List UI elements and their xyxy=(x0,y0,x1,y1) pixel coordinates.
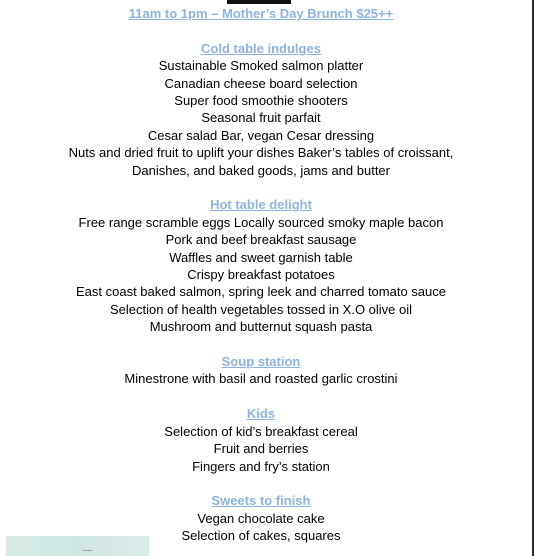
section-heading-cold-table: Cold table indulges xyxy=(201,40,321,56)
section-kids xyxy=(0,405,522,475)
section-heading-soup-station: Soup station xyxy=(221,354,301,370)
menu-item: Seasonal fruit parfait xyxy=(201,110,321,126)
menu-item: Cesar salad Bar, vegan Cesar dressing xyxy=(147,127,375,143)
menu-item: Super food smoothie shooters xyxy=(174,93,348,109)
section-heading-hot-table: Hot table delight xyxy=(210,197,312,213)
section-cold-table xyxy=(0,40,522,179)
section-heading-sweets: Sweets to finish xyxy=(211,493,311,509)
menu-title: 11am to 1pm – Mother’s Day Brunch $25++ xyxy=(128,6,394,21)
menu-item: Fruit and berries xyxy=(213,441,309,457)
menu-item: Selection of health vegetables tossed in X.O olive oil xyxy=(109,301,413,317)
brunch-menu xyxy=(0,5,522,556)
menu-item: Nuts and dried fruit to uplift your dishes Baker’s tables of croissant, xyxy=(68,145,454,161)
menu-item: Waffles and sweet garnish table xyxy=(169,249,353,265)
menu-item: Pork and beef breakfast sausage xyxy=(165,232,357,248)
section-soup-station xyxy=(0,353,522,388)
menu-item: Vegan chocolate cake xyxy=(197,510,325,526)
menu-item: Free range scramble eggs Locally sourced smoky maple bacon xyxy=(78,214,444,230)
menu-item: Canadian cheese board selection xyxy=(164,75,358,91)
menu-item: Selection of kid’s breakfast cereal xyxy=(164,423,358,439)
menu-item: Minestrone with basil and roasted garlic crostini xyxy=(124,371,398,387)
top-edge-bar xyxy=(227,0,291,4)
menu-item: Selection of cakes, squares xyxy=(181,528,341,544)
decorative-image xyxy=(6,536,149,556)
section-hot-table xyxy=(0,196,522,335)
menu-item: Fingers and fry’s station xyxy=(192,458,330,474)
menu-item: Sustainable Smoked salmon platter xyxy=(158,58,364,74)
menu-item: Mushroom and butternut squash pasta xyxy=(149,319,373,335)
menu-item: Crispy breakfast potatoes xyxy=(187,267,335,283)
menu-item: East coast baked salmon, spring leek and charred tomato sauce xyxy=(76,284,446,300)
menu-item: Danishes, and baked goods, jams and butter xyxy=(131,162,390,178)
section-heading-kids: Kids xyxy=(246,406,276,422)
decorative-mark xyxy=(82,550,92,554)
